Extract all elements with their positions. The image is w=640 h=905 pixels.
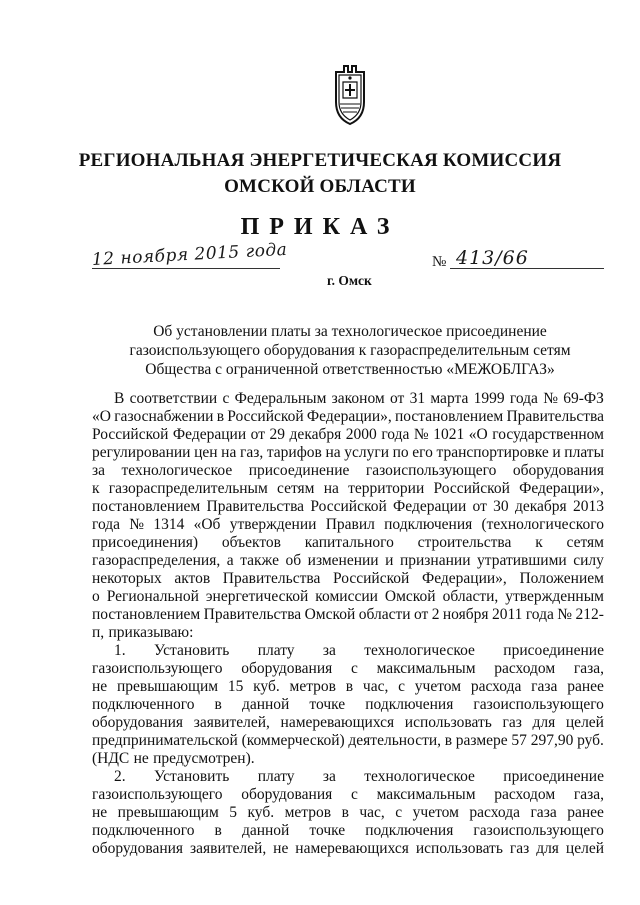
body-word: газ xyxy=(502,714,522,731)
body-word: газоснабжении xyxy=(114,408,214,425)
body-word: 1314 xyxy=(153,516,185,533)
body-word: заявителей, xyxy=(193,714,270,731)
body-word: максимальным xyxy=(376,786,476,803)
body-word: присоединение xyxy=(503,768,604,785)
organization-name: РЕГИОНАЛЬНАЯ ЭНЕРГЕТИЧЕСКАЯ КОМИССИЯ xyxy=(78,150,562,171)
body-word: использовать xyxy=(415,840,503,857)
body-word: газа xyxy=(531,678,558,695)
body-word: куб. xyxy=(253,678,280,695)
body-word: данной xyxy=(241,822,290,839)
body-word: предпринимательской xyxy=(92,732,238,749)
body-word: (коммерческой) xyxy=(241,732,345,749)
body-word: декабря xyxy=(289,426,342,443)
body-word: расходом xyxy=(494,786,556,803)
body-line xyxy=(92,444,604,462)
body-word: с xyxy=(395,804,403,821)
body-word: деятельности, xyxy=(348,732,442,749)
body-word: Федерации», xyxy=(421,570,507,587)
body-line xyxy=(92,588,604,606)
body-word: года xyxy=(92,516,121,533)
body-word: расходом xyxy=(494,660,556,677)
organization-region: ОМСКОЙ ОБЛАСТИ xyxy=(224,176,416,197)
body-word: в xyxy=(341,804,349,821)
body-word: соответствии xyxy=(129,390,218,407)
body-word: (технологического xyxy=(481,516,604,533)
body-word: в xyxy=(345,678,354,695)
body-word: Федерации», xyxy=(519,480,604,497)
body-word: с xyxy=(350,786,358,803)
body-word: области, xyxy=(442,588,499,605)
body-word: признании xyxy=(399,552,471,569)
body-word: подключения xyxy=(365,696,454,713)
body-word: Российской xyxy=(332,570,410,587)
body-word: газа, xyxy=(573,660,604,677)
body-word: ноября xyxy=(442,606,489,623)
body-word: 2011 xyxy=(491,606,523,623)
body-word: намеревающихся xyxy=(280,714,395,731)
body-word: точке xyxy=(309,696,346,713)
body-word: плату xyxy=(257,642,295,659)
body-word: расхода xyxy=(469,804,520,821)
body-word: 212- xyxy=(575,606,604,623)
body-word: и xyxy=(385,552,394,569)
body-line xyxy=(92,714,604,732)
body-word: на xyxy=(221,444,237,461)
body-word: В xyxy=(114,390,125,407)
body-word: технологическое xyxy=(121,462,233,479)
body-word: 2. xyxy=(114,768,126,785)
body-word: газ, xyxy=(239,444,264,461)
body-line xyxy=(92,534,604,552)
body-word: присоединение xyxy=(248,462,350,479)
body-word: 57 297,90 xyxy=(511,732,574,749)
body-word: подключения xyxy=(384,516,473,533)
body-word: точке xyxy=(309,822,346,839)
body-word: 2013 xyxy=(572,498,604,515)
body-line xyxy=(92,552,604,570)
body-word: оборудования xyxy=(241,660,333,677)
handwritten-order-number: 413/66 xyxy=(456,247,529,269)
body-word: постановлением xyxy=(92,606,201,623)
body-word: 1999 xyxy=(473,390,505,407)
body-word: некоторых xyxy=(92,570,162,587)
body-word: комиссии xyxy=(315,588,378,605)
body-word: не xyxy=(92,678,108,695)
body-word: государственном xyxy=(492,426,604,443)
body-word: за xyxy=(322,642,336,659)
body-line xyxy=(92,462,604,480)
body-word: территории xyxy=(348,480,425,497)
body-word: газораспределительным xyxy=(108,480,268,497)
body-word: заявителей, xyxy=(190,840,267,857)
body-line xyxy=(92,732,604,750)
body-word: подключения xyxy=(365,822,454,839)
body-word: Российской xyxy=(92,426,169,443)
body-line xyxy=(92,516,604,534)
body-word: Омской xyxy=(304,606,356,623)
body-word: платы xyxy=(564,444,604,461)
body-word: не xyxy=(92,804,108,821)
body-word: декабря xyxy=(514,498,567,515)
subject-line: Об установлении платы за технологическое присоединение xyxy=(153,323,547,340)
body-word: 15 xyxy=(227,678,244,695)
number-underline xyxy=(450,268,604,269)
body-word: в xyxy=(216,408,225,425)
body-word: Правил xyxy=(325,516,375,533)
body-word: «О xyxy=(468,426,488,443)
body-word: 2 xyxy=(431,606,440,623)
body-word: Федеральным xyxy=(234,390,327,407)
body-word: по xyxy=(392,444,409,461)
body-word: утвержденным xyxy=(505,588,604,605)
body-word: на xyxy=(325,444,341,461)
body-word: области xyxy=(358,606,411,623)
body-word: в xyxy=(214,696,222,713)
body-word: Российской xyxy=(310,498,387,515)
body-line xyxy=(92,570,604,588)
body-word: час, xyxy=(362,678,389,695)
body-word: услуги xyxy=(344,444,390,461)
body-word: Федерации xyxy=(393,498,467,515)
order-body-text xyxy=(92,390,604,858)
body-word: изменении xyxy=(307,552,379,569)
body-word: цен xyxy=(194,444,218,461)
body-word: ранее xyxy=(567,678,604,695)
body-word: газоиспользующего xyxy=(92,786,223,803)
body-word: газа xyxy=(530,804,557,821)
body-word: оборудования xyxy=(92,840,184,857)
body-word: 69-ФЗ xyxy=(563,390,604,407)
body-word: час, xyxy=(359,804,385,821)
body-word: куб. xyxy=(247,804,275,821)
body-word: силу xyxy=(573,552,604,569)
body-word: целей xyxy=(565,714,604,731)
body-word: газоиспользующего xyxy=(473,822,604,839)
handwritten-date: 12 ноября 2015 года xyxy=(91,239,288,270)
body-word: а xyxy=(226,552,234,569)
body-word: к xyxy=(92,480,100,497)
body-word: года xyxy=(509,390,538,407)
body-line xyxy=(92,678,604,696)
body-line xyxy=(92,840,604,858)
body-word: подключенного xyxy=(92,696,195,713)
number-sign: № xyxy=(432,254,447,270)
body-line xyxy=(92,480,604,498)
body-word: утратившими xyxy=(477,552,567,569)
body-word: постановлением xyxy=(394,408,504,425)
body-word: объектов xyxy=(221,534,281,551)
coat-of-arms-icon xyxy=(326,62,374,126)
body-word: капитального xyxy=(304,534,394,551)
body-word: года xyxy=(381,426,410,443)
body-word: с xyxy=(350,660,358,677)
body-line xyxy=(92,696,604,714)
body-word: данной xyxy=(241,696,290,713)
body-word: руб. xyxy=(577,732,604,749)
body-word: метров xyxy=(289,678,337,695)
body-word: газоиспользующего xyxy=(92,660,223,677)
body-word: газоиспользующего xyxy=(365,462,497,479)
body-line xyxy=(92,660,604,678)
body-word: тарифов xyxy=(266,444,322,461)
body-word: от xyxy=(472,498,487,515)
body-line xyxy=(92,642,604,660)
body-line xyxy=(92,786,604,804)
body-word: актов xyxy=(174,570,211,587)
body-word: не xyxy=(133,750,149,767)
body-line xyxy=(92,750,604,768)
date-underline xyxy=(92,268,280,269)
body-word: использовать xyxy=(404,714,492,731)
body-word: «Об xyxy=(193,516,221,533)
body-word: (НДС xyxy=(92,750,130,767)
body-word: 1021 xyxy=(433,426,465,443)
document-type-title: ПРИКАЗ xyxy=(240,214,400,240)
body-word: Правительства xyxy=(222,570,321,587)
body-word: учетом xyxy=(412,804,459,821)
city-label: г. Омск xyxy=(327,273,372,288)
body-word: сетям xyxy=(277,480,315,497)
body-word: марта xyxy=(430,390,469,407)
body-word: 31 xyxy=(409,390,426,407)
body-word: учетом xyxy=(414,678,462,695)
body-word: «О xyxy=(92,408,111,425)
body-word: его xyxy=(412,444,433,461)
body-word: Установить xyxy=(153,642,230,659)
body-word: также xyxy=(240,552,279,569)
order-subject xyxy=(90,322,610,379)
body-word: газ xyxy=(509,840,530,857)
body-word: сетям xyxy=(566,534,604,551)
body-line xyxy=(92,426,604,444)
body-word: намеревающихся xyxy=(295,840,409,857)
body-word: Установить xyxy=(153,768,230,785)
body-word: строительства xyxy=(417,534,512,551)
body-word: от xyxy=(250,426,265,443)
body-word: законом xyxy=(331,390,385,407)
body-word: на xyxy=(323,480,339,497)
subject-line: газоиспользующего оборудования к газораспределительным сетям xyxy=(129,342,571,359)
body-word: 2000 xyxy=(345,426,377,443)
body-word: ранее xyxy=(567,804,604,821)
body-word: № xyxy=(129,516,145,533)
body-word: превышающим xyxy=(116,678,219,695)
body-word: расхода xyxy=(470,678,522,695)
body-word: 30 xyxy=(493,498,509,515)
body-word: для xyxy=(536,840,559,857)
body-word: приказываю: xyxy=(108,624,194,641)
body-word: об xyxy=(285,552,302,569)
body-word: п, xyxy=(92,624,105,641)
body-word: 1. xyxy=(114,642,126,659)
body-line xyxy=(92,390,604,408)
body-line xyxy=(92,822,604,840)
body-word: оборудования xyxy=(512,462,604,479)
body-word: превышающим xyxy=(117,804,219,821)
body-word: метров xyxy=(284,804,332,821)
body-word: технологическое xyxy=(364,768,475,785)
body-word: постановлением xyxy=(92,498,201,515)
body-word: для xyxy=(532,714,556,731)
body-word: плату xyxy=(257,768,295,785)
body-word: Правительства xyxy=(206,498,305,515)
body-word: предусмотрен). xyxy=(153,750,255,767)
body-word: технологическое xyxy=(364,642,475,659)
body-word: Российской xyxy=(227,408,304,425)
body-word: Региональной xyxy=(106,588,199,605)
body-word: за xyxy=(322,768,336,785)
body-line xyxy=(92,804,604,822)
body-word: от xyxy=(390,390,405,407)
body-word: с xyxy=(222,390,230,407)
body-word: оборудования xyxy=(241,786,333,803)
body-word: Федерации», xyxy=(306,408,392,425)
body-word: 5 xyxy=(229,804,237,821)
body-word: присоединение xyxy=(503,642,604,659)
body-word: оборудования xyxy=(92,714,184,731)
body-word: газораспределения, xyxy=(92,552,221,569)
body-line xyxy=(92,408,604,426)
body-line xyxy=(92,624,604,642)
body-word: газа, xyxy=(573,786,604,803)
body-word: № xyxy=(543,390,558,407)
body-line xyxy=(92,768,604,786)
body-word: присоединения) xyxy=(92,534,199,551)
body-word: подключенного xyxy=(92,822,195,839)
body-word: № xyxy=(557,606,573,623)
body-word: регулировании xyxy=(92,444,191,461)
body-line xyxy=(92,498,604,516)
body-word: 29 xyxy=(269,426,286,443)
body-line xyxy=(92,606,604,624)
body-word: о xyxy=(92,588,100,605)
body-word: к xyxy=(535,534,543,551)
body-word: энергетической xyxy=(205,588,309,605)
body-word: Федерации xyxy=(172,426,247,443)
body-word: Правительства xyxy=(203,606,302,623)
body-word: размере xyxy=(455,732,508,749)
body-word: в xyxy=(214,822,222,839)
body-word: газоиспользующего xyxy=(473,696,604,713)
body-word: с xyxy=(398,678,406,695)
body-word: Положением xyxy=(519,570,604,587)
body-word: от xyxy=(413,606,429,623)
body-word: за xyxy=(92,462,106,479)
body-word: в xyxy=(444,732,453,749)
body-word: Российской xyxy=(433,480,510,497)
body-word: максимальным xyxy=(376,660,476,677)
body-word: утверждении xyxy=(229,516,317,533)
body-word: года xyxy=(525,606,554,623)
subject-line: Общества с ограниченной ответственностью «МЕЖОБЛГАЗ» xyxy=(145,361,555,378)
body-word: № xyxy=(413,426,429,443)
body-word: Правительства xyxy=(506,408,604,425)
body-word: Омской xyxy=(384,588,436,605)
body-word: не xyxy=(273,840,289,857)
body-word: и xyxy=(552,444,561,461)
body-word: транспортировке xyxy=(436,444,549,461)
body-word: целей xyxy=(565,840,604,857)
